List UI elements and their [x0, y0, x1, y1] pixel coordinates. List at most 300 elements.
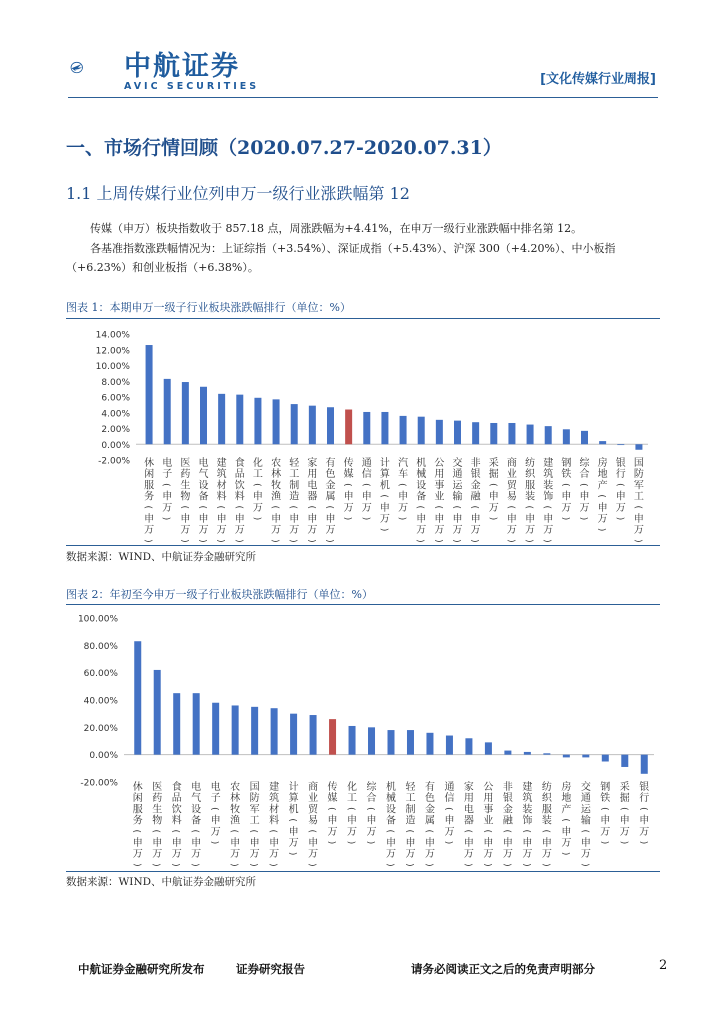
category-label-char: 金: [325, 480, 336, 492]
category-label-char: 申: [522, 838, 533, 849]
category-label-char: 器: [463, 815, 474, 827]
category-label-char: 料: [171, 815, 182, 827]
category-label-char: 产: [561, 804, 572, 816]
bar: [363, 412, 370, 444]
category-label: 有: [325, 458, 336, 469]
category-label: 有: [424, 782, 435, 793]
category-label-char: ): [306, 863, 317, 867]
category-label-char: 万: [444, 826, 455, 838]
category-label: 汽: [398, 458, 409, 469]
category-label-char: 申: [463, 838, 474, 849]
category-label-char: 备: [386, 815, 396, 827]
category-label-char: 万: [405, 849, 416, 861]
category-label-char: ): [523, 539, 534, 543]
category-label-char: 申: [424, 838, 435, 849]
category-label-char: ): [269, 539, 280, 543]
category-label-char: 合: [366, 793, 377, 805]
category-label-char: ): [462, 863, 473, 867]
category-label-char: 金: [502, 804, 513, 816]
category-label-char: ): [378, 527, 389, 532]
category-label-char: (: [487, 483, 498, 487]
category-label-char: 物: [152, 815, 163, 827]
bar: [418, 417, 425, 445]
category-label-char: 料: [216, 491, 227, 503]
category-label-char: ): [160, 516, 171, 521]
category-label-char: 装: [541, 815, 552, 827]
bar: [290, 714, 297, 755]
category-label-char: (: [432, 505, 443, 510]
category-label-char: 申: [483, 838, 494, 849]
category-label-char: ): [579, 863, 590, 867]
bar: [164, 379, 171, 444]
figure-2-bar-chart: [66, 606, 660, 870]
category-label-char: 申: [162, 491, 173, 503]
category-label-char: 机: [379, 480, 390, 492]
category-label-char: 制: [405, 804, 416, 816]
category-label-char: 万: [600, 826, 611, 838]
bar: [329, 719, 336, 755]
y-tick-label: 12.00%: [95, 346, 130, 357]
category-label-char: 万: [525, 525, 536, 537]
category-label-char: 万: [210, 826, 221, 838]
category-label-char: (: [189, 829, 200, 834]
category-label-char: 电: [307, 480, 318, 492]
category-label-char: 气: [198, 469, 209, 481]
subsection-heading: 1.1 上周传媒行业位列申万一级行业涨跌幅第 12: [66, 184, 410, 203]
bar: [641, 755, 648, 774]
category-label: 交: [580, 782, 591, 793]
category-label-char: 申: [506, 514, 517, 525]
bar: [543, 753, 550, 754]
category-label-char: 筑: [543, 469, 554, 481]
category-label-char: 申: [289, 514, 300, 525]
category-label-char: 申: [234, 514, 245, 525]
category-label-char: (: [442, 807, 453, 811]
category-label: 电: [210, 782, 221, 793]
category-label-char: 色: [325, 469, 336, 481]
bar: [327, 407, 334, 444]
category-label-char: ): [541, 539, 552, 543]
category-label: 国: [249, 782, 260, 793]
category-label: 机: [416, 458, 427, 469]
category-label-char: 万: [325, 525, 336, 537]
category-label-char: 万: [506, 525, 517, 537]
category-label-char: 林: [271, 469, 282, 481]
category-label-char: (: [501, 829, 512, 834]
category-label-char: 申: [579, 491, 590, 503]
category-label: 公: [483, 782, 494, 793]
category-label-char: 万: [488, 502, 499, 514]
category-label-char: 万: [379, 514, 390, 525]
category-label-char: 万: [162, 502, 173, 514]
bar: [426, 733, 433, 755]
category-label-char: (: [197, 505, 207, 510]
category-label-char: ): [396, 516, 407, 521]
category-label-char: 军: [633, 480, 644, 492]
category-label-char: (: [579, 829, 590, 834]
category-label-char: 车: [398, 469, 409, 481]
category-label-char: ): [233, 539, 244, 543]
bar: [617, 444, 624, 445]
category-label-char: 万: [561, 502, 572, 514]
category-label-char: 防: [249, 793, 260, 805]
y-tick-label: 10.00%: [95, 362, 130, 372]
category-label-char: 生: [180, 480, 191, 492]
category-label-char: (: [365, 807, 376, 811]
y-tick-label: 40.00%: [83, 696, 118, 707]
category-label-char: 申: [398, 491, 409, 503]
category-label-char: (: [324, 505, 334, 510]
category-label-char: 申: [444, 815, 455, 827]
category-label-char: 万: [639, 826, 650, 838]
category-label-char: (: [342, 483, 353, 487]
category-label-char: (: [287, 818, 298, 822]
category-label-char: (: [378, 494, 389, 498]
category-label-char: (: [505, 505, 516, 510]
category-label-char: 申: [132, 838, 143, 849]
category-label-char: 制: [289, 480, 300, 492]
category-label-char: 筑: [269, 793, 280, 805]
category-label-char: 申: [216, 514, 227, 525]
category-label: 非: [470, 458, 481, 469]
y-tick-label: 0.00%: [89, 751, 118, 762]
category-label-char: 申: [271, 514, 282, 525]
category-label-char: 造: [405, 815, 416, 827]
category-label-char: 万: [307, 525, 318, 537]
category-label-char: 申: [361, 491, 372, 503]
category-label-char: ): [414, 539, 425, 543]
category-label-char: (: [251, 483, 262, 487]
category-label-char: 万: [561, 838, 572, 849]
bar: [193, 693, 200, 754]
category-label-char: 申: [600, 815, 611, 827]
category-label: 非: [502, 782, 513, 793]
category-label-char: 万: [398, 502, 409, 514]
category-label-char: (: [403, 829, 414, 834]
category-label-char: 生: [152, 804, 163, 816]
category-label-char: 申: [452, 514, 463, 525]
bar: [218, 394, 225, 444]
category-label-char: 牧: [230, 804, 241, 816]
category-label-char: ): [209, 840, 220, 845]
category-label-char: 金: [470, 480, 481, 492]
category-label: 医: [152, 782, 163, 793]
bar: [508, 423, 515, 444]
category-label-char: ): [596, 527, 607, 532]
category-label-char: 申: [171, 838, 182, 849]
y-tick-label: -20.00%: [80, 778, 118, 789]
bar: [504, 751, 511, 755]
category-label: 通: [444, 782, 455, 793]
category-label-char: (: [326, 807, 337, 811]
category-label-char: 万: [541, 849, 552, 861]
category-label-char: ): [189, 863, 200, 867]
category-label-char: ): [131, 863, 142, 867]
category-label-char: 料: [234, 491, 245, 503]
category-label: 轻: [405, 782, 416, 793]
category-label-char: 品: [171, 793, 182, 805]
bar: [485, 742, 492, 754]
category-label-char: (: [469, 505, 480, 510]
figure-2-top-rule: [66, 604, 660, 605]
category-label: 化: [347, 782, 358, 793]
bar: [563, 755, 570, 758]
category-label-char: 服: [144, 480, 155, 492]
category-label: 休: [132, 782, 143, 793]
category-label-char: (: [345, 807, 356, 811]
category-label-char: 业: [308, 793, 319, 805]
category-label-char: 申: [307, 514, 318, 525]
bar: [465, 738, 472, 754]
category-label-char: 地: [561, 793, 572, 805]
category-label: 银: [615, 458, 626, 469]
category-label-char: 属: [424, 815, 435, 827]
category-label: 传: [327, 782, 338, 793]
category-label-char: (: [540, 829, 551, 834]
category-label-char: 事: [483, 804, 494, 816]
category-label: 房: [597, 458, 608, 469]
bar: [310, 715, 317, 755]
category-label-char: ): [360, 516, 371, 521]
category-label-char: 万: [327, 826, 338, 838]
figure-1-title: 图表 1：本期申万一级子行业板块涨跌幅排行（单位：%）: [66, 301, 351, 314]
bar: [407, 730, 414, 755]
category-label: 纺: [541, 782, 552, 793]
category-label-char: 万: [470, 525, 481, 537]
category-label-char: (: [178, 505, 189, 510]
category-label-char: 申: [619, 815, 630, 827]
category-label-char: ): [481, 863, 492, 867]
category-label-char: (: [360, 483, 371, 487]
category-label-char: ): [469, 539, 480, 543]
category-label-char: 牧: [271, 480, 282, 492]
category-label-char: 申: [288, 826, 299, 838]
category-label-char: ): [618, 840, 629, 845]
category-label-char: 万: [615, 502, 626, 514]
paragraph-1: 传媒（申万）板块指数收于 857.18 点，周涨跌幅为+4.41%，在申万一级行业涨跌幅中排名第 12。: [90, 222, 583, 235]
category-label-char: 业: [506, 469, 517, 481]
category-label-char: 运: [452, 480, 463, 492]
category-label-char: ): [345, 840, 356, 845]
category-label-char: 渔: [271, 491, 282, 503]
category-label-char: 工: [249, 815, 260, 827]
category-label: 传: [343, 458, 354, 469]
category-label-char: 品: [234, 469, 245, 481]
category-label-char: (: [559, 818, 570, 822]
category-label-char: ): [442, 840, 453, 845]
category-label-char: 色: [424, 793, 435, 805]
category-label-char: 输: [580, 815, 591, 827]
category-label-char: ): [487, 516, 498, 521]
bar: [271, 708, 278, 754]
category-label-char: 工: [405, 793, 416, 805]
category-label-char: 工: [252, 469, 263, 481]
category-label-char: ): [598, 840, 609, 845]
category-label-char: ): [637, 840, 648, 845]
category-label-char: 申: [343, 491, 354, 503]
logo-badge-text: AVIC: [75, 70, 80, 72]
category-label-char: ): [324, 539, 334, 543]
bar: [388, 730, 395, 755]
bar: [381, 412, 388, 444]
category-label-char: 备: [191, 815, 202, 827]
category-label-char: ): [228, 863, 239, 867]
category-label-char: 万: [452, 525, 463, 537]
category-label-char: 子: [210, 793, 221, 805]
category-label-char: 属: [325, 491, 336, 503]
category-label-char: 申: [252, 491, 263, 503]
category-label-char: 子: [162, 469, 173, 481]
category-label-char: 申: [633, 514, 644, 525]
category-label-char: (: [614, 483, 625, 487]
category-label: 医: [180, 458, 191, 469]
brand-subtitle: AVIC SECURITIES: [124, 81, 260, 92]
category-label-char: 饮: [234, 480, 245, 492]
bar: [527, 425, 534, 445]
brand-name: 中航证券: [124, 51, 240, 82]
y-tick-label: 100.00%: [77, 614, 118, 625]
category-label-char: ): [342, 516, 353, 521]
category-label-char: 申: [580, 838, 591, 849]
category-label-char: 申: [327, 815, 338, 827]
category-label-char: 筑: [522, 793, 533, 805]
category-label-char: 万: [522, 849, 533, 861]
category-label-char: (: [269, 505, 280, 510]
category-label: 家: [463, 782, 474, 793]
category-label-char: 服: [525, 480, 536, 492]
category-label-char: 万: [180, 525, 191, 537]
category-label-char: ): [578, 516, 588, 521]
category-label-char: 织: [541, 793, 552, 805]
bar: [436, 420, 443, 444]
category-label-char: (: [578, 483, 588, 487]
paragraph-2: 各基准指数涨跌幅情况为：上证综指（+3.54%）、深证成指（+5.43%）、沪深 300（+4.20%）、中小板指（+6.23%）和创业板指（+6.38%）。: [66, 242, 616, 274]
category-label-char: 行: [639, 793, 650, 805]
bar: [154, 670, 161, 755]
category-label-char: ): [559, 851, 570, 856]
company-logo: [70, 42, 122, 92]
category-label-char: (: [541, 505, 552, 510]
category-label: 房: [561, 782, 572, 793]
category-label: 计: [288, 782, 299, 793]
category-label-char: (: [523, 505, 534, 510]
category-label-char: (: [384, 829, 395, 834]
figure-2-source: 数据来源：WIND、中航证券金融研究所: [66, 876, 257, 888]
category-label-char: (: [396, 483, 407, 487]
category-label-char: 申: [561, 491, 572, 503]
category-label-char: (: [559, 483, 570, 487]
bar: [524, 752, 531, 755]
category-label-char: 万: [230, 849, 241, 861]
category-label-char: 万: [152, 849, 163, 861]
y-tick-label: 14.00%: [95, 330, 130, 341]
category-label-char: 媒: [343, 469, 354, 481]
category-label-char: ): [559, 516, 570, 521]
section-heading: 一、市场行情回顾（2020.07.27-2020.07.31）: [66, 137, 502, 159]
category-label-char: 申: [191, 838, 202, 849]
footer-disclaimer: 请务必阅读正文之后的免责声明部分: [411, 962, 595, 976]
category-label-char: 林: [230, 793, 241, 805]
category-label-char: 信: [361, 469, 372, 481]
bar: [146, 345, 153, 444]
category-label-char: 设: [198, 480, 209, 492]
category-label-char: 掘: [619, 793, 630, 805]
category-label-char: (: [414, 505, 425, 510]
category-label-char: ): [215, 539, 226, 543]
bar: [545, 426, 552, 444]
category-label-char: 事: [434, 480, 445, 492]
y-tick-label: 4.00%: [101, 409, 130, 420]
category-label-char: 万: [249, 849, 260, 861]
category-label-char: 药: [180, 469, 191, 481]
category-label-char: (: [209, 807, 220, 811]
category-label-char: ): [150, 863, 161, 867]
category-label-char: ): [170, 863, 181, 867]
category-label-char: 万: [416, 525, 427, 537]
bar: [446, 736, 453, 755]
category-label-char: 通: [452, 469, 463, 481]
bar: [212, 703, 219, 755]
category-label-char: 申: [180, 514, 191, 525]
category-label-char: 饰: [522, 815, 533, 827]
bar: [273, 399, 280, 444]
category-label: 钢: [600, 782, 611, 793]
category-label: 农: [271, 458, 282, 469]
category-label-char: 万: [171, 849, 182, 861]
category-label-char: (: [596, 494, 607, 498]
category-label-char: 银: [470, 469, 481, 481]
category-label-char: 运: [580, 804, 591, 816]
category-label-char: ): [365, 840, 376, 845]
category-label-char: ): [632, 539, 643, 543]
category-label-char: 备: [198, 491, 209, 503]
y-tick-label: 6.00%: [101, 393, 130, 404]
category-label-char: 申: [434, 514, 445, 525]
header-divider: [68, 97, 658, 98]
category-label: 通: [361, 458, 372, 469]
category-label-char: 用: [434, 469, 445, 481]
bar: [345, 410, 352, 445]
category-label-char: 饰: [543, 491, 554, 503]
bar: [581, 431, 588, 444]
y-tick-label: 0.00%: [101, 440, 130, 451]
category-label-char: (: [150, 829, 161, 834]
category-label-char: ): [305, 539, 316, 543]
bar: [134, 641, 141, 754]
bar: [182, 382, 189, 444]
category-label-char: 万: [144, 525, 155, 537]
category-label-char: 申: [379, 502, 390, 514]
category-label-char: 算: [379, 469, 390, 481]
category-label-char: ): [142, 539, 153, 543]
category-label-char: 申: [198, 514, 209, 525]
category-label-char: ): [520, 863, 531, 867]
category-label-char: 信: [444, 793, 455, 805]
category-label-char: 申: [639, 815, 650, 827]
bar: [635, 444, 642, 450]
category-label-char: ): [451, 539, 461, 543]
category-label-char: 申: [347, 815, 358, 827]
category-label-char: 万: [502, 849, 513, 861]
category-label-char: ): [287, 539, 298, 543]
category-label-char: 申: [470, 514, 481, 525]
category-label-char: 申: [416, 514, 427, 525]
bar: [621, 755, 628, 767]
category-label-char: 渔: [230, 815, 241, 827]
category-label-char: (: [160, 483, 171, 487]
category-label-char: 万: [434, 525, 445, 537]
category-label-char: 材: [216, 480, 227, 492]
